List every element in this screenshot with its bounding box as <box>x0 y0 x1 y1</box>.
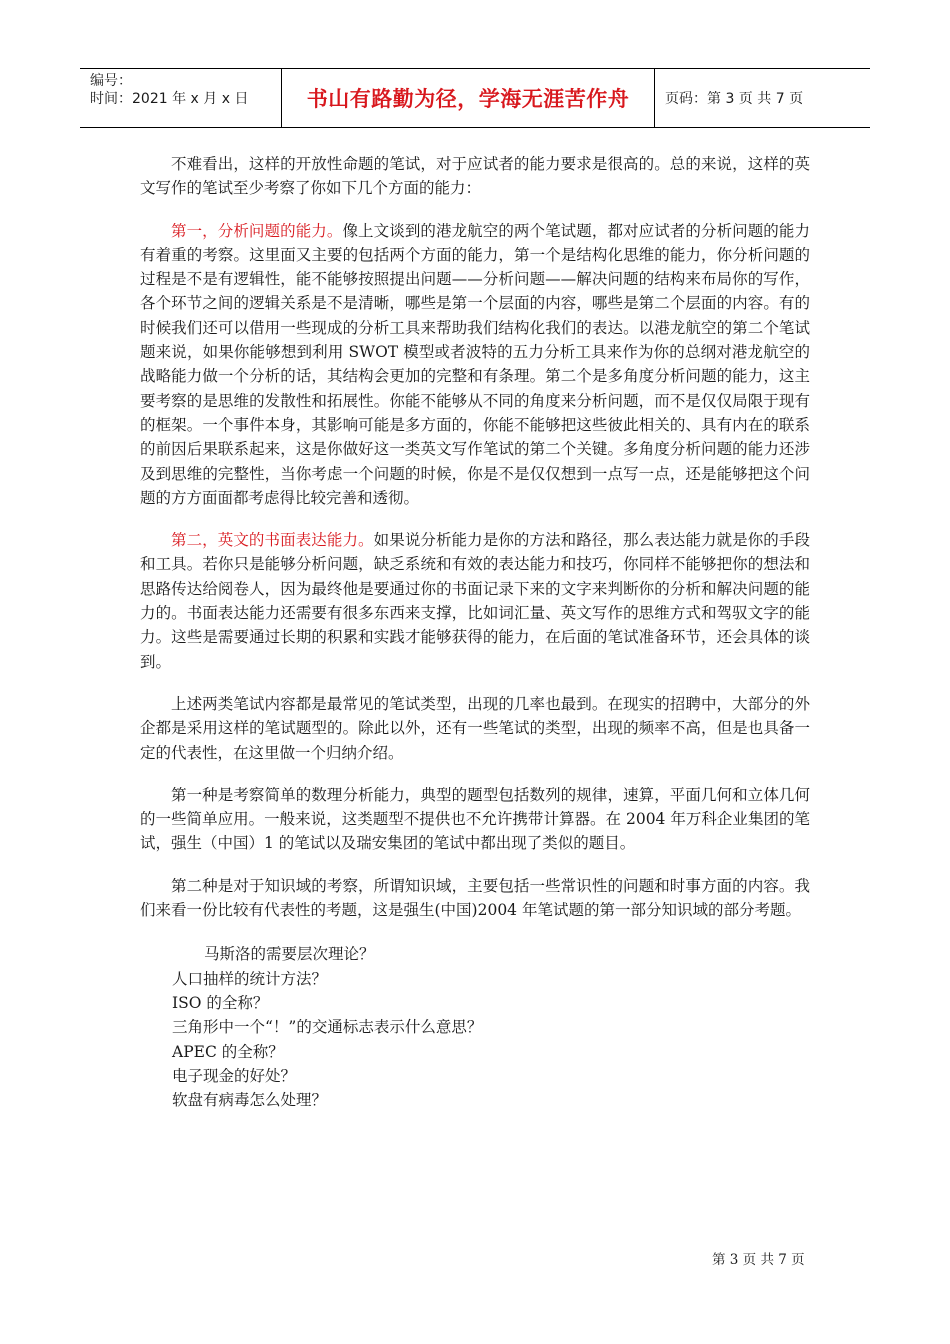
header-meta <box>80 69 281 127</box>
header-motto: 书山有路勤为径，学海无涯苦作舟 <box>281 69 655 127</box>
page-header <box>80 68 870 128</box>
section1-paragraph <box>140 219 810 511</box>
paragraph-5: 第二种是对于知识域的考察，所谓知识域，主要包括一些常识性的问题和时事方面的内容。我们来看一份比较有代表性的考题，这是强生(中国)2004 年笔试题的第一部分知识域的部分考题。 <box>140 876 810 920</box>
page-footer: 第 3 页 共 7 页 <box>712 1252 805 1268</box>
question-item: 人口抽样的统计方法？ <box>172 969 328 988</box>
document-body <box>140 152 810 1112</box>
section1-text: 像上文谈到的港龙航空的两个笔试题，都对应试者的分析问题的能力有着重的考察。这里面又主要的包括两个方面的能力，第一个是结构化思维的能力，你分析问题的过程是不是有逻辑性，能不能够按照提出问题——分析问题——解决问题的结构来布局你的写作，各个环节之间的逻辑关系是不是清晰，哪些是第一个层面的内容，哪些是第二个层面的内容。有的时候我们还可以借用一些现成的分析工具来帮助我们结构化我们的表达。以港龙航空的第二个笔试题来说，如果你能够想到利用 SWOT 模型或者波特的五力分析工具来作为你的总纲对港龙航空的战略能力做一个分析的话，其结构会更加的完整和有条理。第二个是多角度分析问题的能力，这主要考察的是思维的发散性和拓展性。你能不能够从不同的角度来分析问题，而不是仅仅局限于现有的框架。一个事件本身，其影响可能是多方面的，你能不能够把这些彼此相关的、具有内在的联系的前因后果联系起来，这是你做好这一类英文写作笔试的第二个关键。多角度分析问题的能力还涉及到思维的完整性，当你考虑一个问题的时候，你是不是仅仅想到一点写一点，还是能够把这个问题的方方面面都考虑得比较完善和透彻。 <box>140 221 810 507</box>
paragraph-3: 上述两类笔试内容都是最常见的笔试类型，出现的几率也最到。在现实的招聘中，大部分的外企都是采用这样的笔试题型的。除此以外，还有一些笔试的类型，出现的频率不高，但是也具备一定的代表性，在这里做一个归纳介绍。 <box>140 694 810 762</box>
section2-paragraph <box>140 528 810 674</box>
question-list <box>140 942 810 1112</box>
section1-heading: 第一，分析问题的能力。 <box>171 221 343 240</box>
intro-paragraph: 不难看出，这样的开放性命题的笔试，对于应试者的能力要求是很高的。总的来说，这样的英文写作的笔试至少考察了你如下几个方面的能力： <box>140 155 810 198</box>
question-item: 软盘有病毒怎么处理？ <box>172 1091 328 1110</box>
question-item: 马斯洛的需要层次理论？ <box>204 945 375 964</box>
question-item: ISO 的全称？ <box>172 993 269 1012</box>
section2-text: 如果说分析能力是你的方法和路径，那么表达能力就是你的手段和工具。若你只是能够分析问题，缺乏系统和有效的表达能力和技巧，你同样不能够把你的想法和思路传达给阅卷人，因为最终他是要通过你的书面记录下来的文字来判断你的分析和解决问题的能力的。书面表达能力还需要有很多东西来支撑，比如词汇量、英文写作的思维方式和驾驭文字的能力。这些是需要通过长期的积累和实践才能够获得的能力，在后面的笔试准备环节，还会具体的谈到。 <box>140 531 810 671</box>
paragraph-4: 第一种是考察简单的数理分析能力，典型的题型包括数列的规律，速算，平面几何和立体几何的一些简单应用。一般来说，这类题型不提供也不允许携带计算器。在 2004 年万科企业集团的笔试，强生（中国）1 的笔试以及瑞安集团的笔试中都出现了类似的题目。 <box>140 785 810 853</box>
question-item: APEC 的全称？ <box>172 1042 284 1061</box>
header-page-label: 页码：第 3 页 共 7 页 <box>665 91 804 107</box>
header-code-label: 编号： <box>90 73 132 89</box>
question-item: 电子现金的好处？ <box>172 1066 297 1085</box>
section2-heading: 第二，英文的书面表达能力。 <box>171 531 374 550</box>
header-time-label: 时间：2021 年 x 月 x 日 <box>90 91 249 107</box>
question-item: 三角形中一个“！”的交通标志表示什么意思？ <box>172 1018 483 1037</box>
